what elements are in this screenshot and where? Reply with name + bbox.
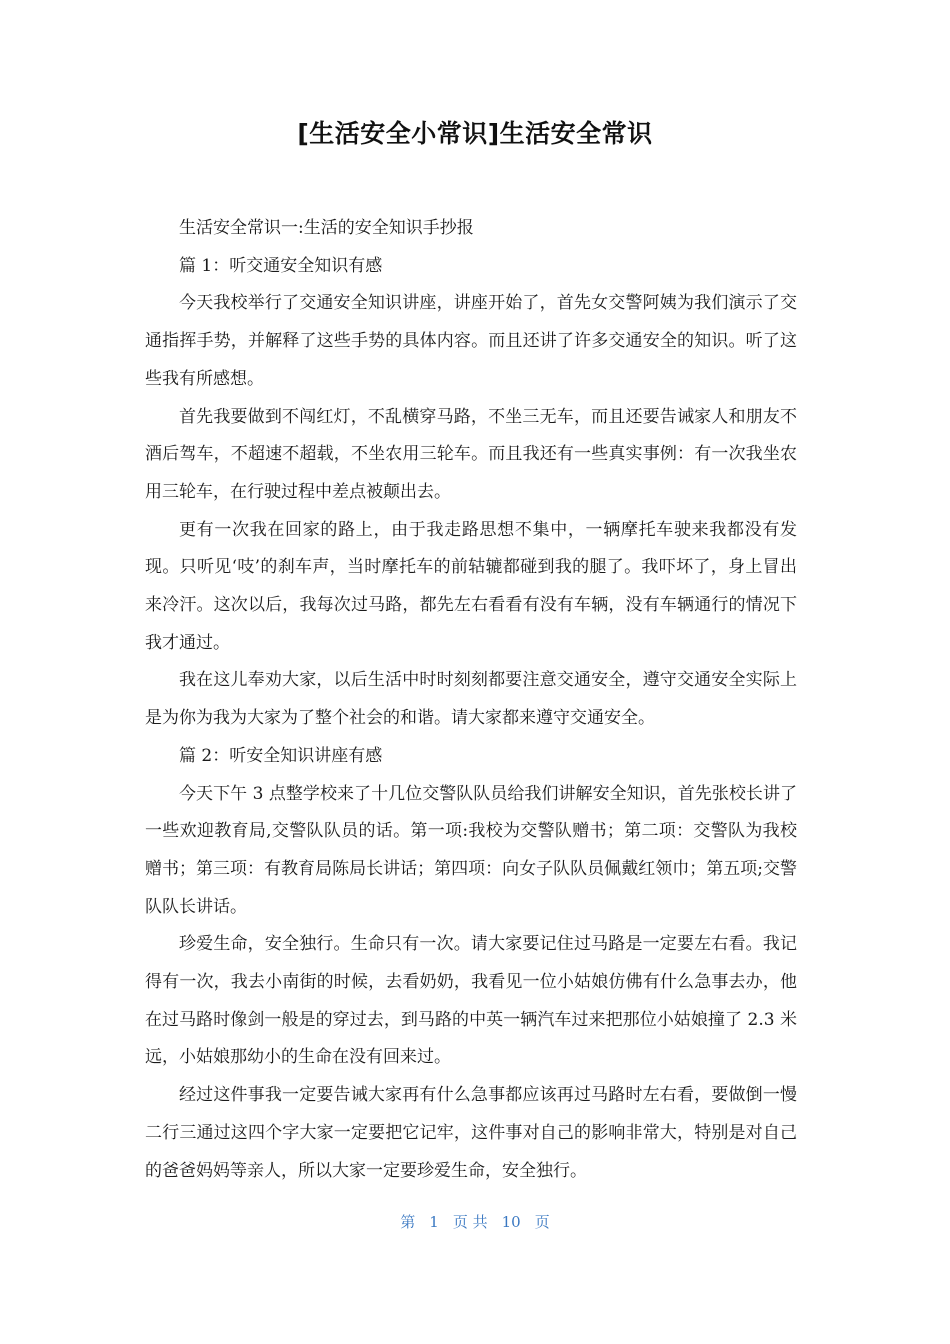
document-body bbox=[145, 210, 797, 1190]
paragraph-2: 篇 1：听交通安全知识有感 bbox=[179, 255, 383, 276]
paragraph-6: 我在这儿奉劝大家，以后生活中时时刻刻都要注意交通安全，遵守交通安全实际上是为你为我为大家为了整个社会的和谐。请大家都来遵守交通安全。 bbox=[145, 670, 797, 729]
paragraph-5: 更有一次我在回家的路上，由于我走路思想不集中，一辆摩托车驶来我都没有发现。只听见‘吱’的刹车声，当时摩托车的前轱辘都碰到我的腿了。我吓坏了，身上冒出来冷汗。这次以后，我每次过马路，都先左右看看有没有车辆，没有车辆通行的情况下我才通过。 bbox=[145, 519, 797, 653]
paragraph-3: 今天我校举行了交通安全知识讲座，讲座开始了，首先女交警阿姨为我们演示了交通指挥手势，并解释了这些手势的具体内容。而且还讲了许多交通安全的知识。听了这些我有所感想。 bbox=[145, 293, 797, 389]
footer-prefix: 第 bbox=[400, 1213, 416, 1231]
page-footer bbox=[0, 1210, 950, 1234]
paragraph-8: 今天下午 3 点整学校来了十几位交警队队员给我们讲解安全知识，首先张校长讲了一些欢迎教育局,交警队队员的话。第一项:我校为交警队赠书；第二项：交警队为我校赠书；第三项：有教育局陈局长讲话；第四项：向女子队队员佩戴红领巾；第五项;交警队队长讲话。 bbox=[145, 783, 797, 917]
footer-suffix: 页 bbox=[534, 1213, 550, 1231]
paragraph-7: 篇 2：听安全知识讲座有感 bbox=[179, 745, 383, 766]
document-title: [生活安全小常识]生活安全常识 bbox=[297, 119, 653, 148]
paragraph-4: 首先我要做到不闯红灯，不乱横穿马路，不坐三无车，而且还要告诫家人和朋友不酒后驾车，不超速不超载，不坐农用三轮车。而且我还有一些真实事例：有一次我坐农用三轮车，在行驶过程中差点被颠出去。 bbox=[145, 406, 797, 502]
paragraph-1: 生活安全常识一:生活的安全知识手抄报 bbox=[179, 218, 474, 238]
paragraph-10: 经过这件事我一定要告诫大家再有什么急事都应该再过马路时左右看，要做倒一慢二行三通过这四个字大家一定要把它记牢，这件事对自己的影响非常大，特别是对自己的爸爸妈妈等亲人，所以大家一定要珍爱生命，安全独行。 bbox=[145, 1085, 797, 1181]
footer-middle: 页 共 bbox=[452, 1213, 488, 1231]
paragraph-9: 珍爱生命，安全独行。生命只有一次。请大家要记住过马路是一定要左右看。我记得有一次，我去小南街的时候，去看奶奶，我看见一位小姑娘仿佛有什么急事去办，他在过马路时像剑一般是的穿过去，到马路的中英一辆汽车过来把那位小姑娘撞了 2.3 米远，小姑娘那幼小的生命在没有回来过。 bbox=[145, 934, 797, 1068]
footer-total-pages: 10 bbox=[501, 1213, 521, 1231]
footer-page-number: 1 bbox=[429, 1213, 439, 1231]
